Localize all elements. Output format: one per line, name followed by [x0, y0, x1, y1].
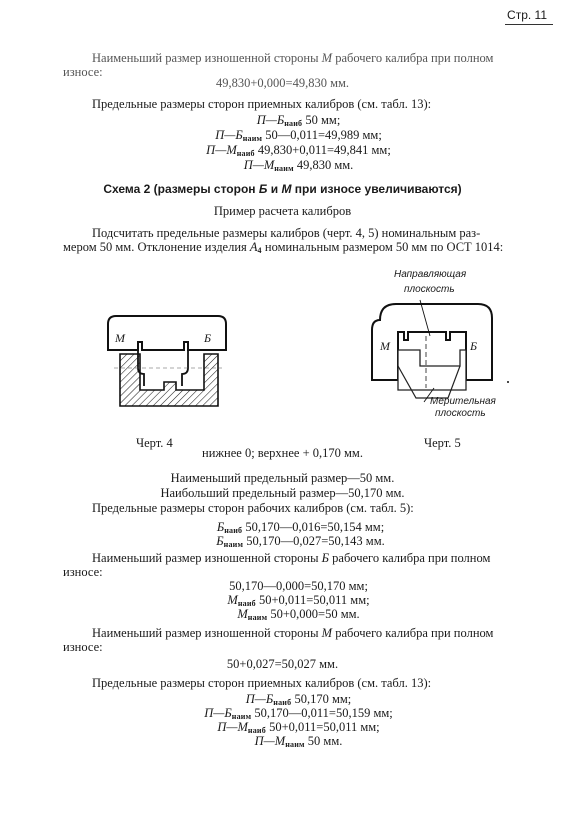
fig4-label-b: Б: [204, 331, 212, 345]
fig4-caption: Черт. 4: [136, 436, 173, 450]
block1-line1: Наименьший размер изношенной стороны М рабочего калибра при полном: [92, 51, 494, 65]
block1-formula: 49,830+0,000=49,830 мм.: [215, 76, 350, 90]
worn-m-line2: износе:: [63, 640, 103, 654]
formula-row: $П—Б_{наим}$ 50,170—0,011=50,159 мм;: [204, 706, 393, 721]
formula-row: $П—М_{наим}$ 49,830 мм.: [243, 158, 354, 173]
formula-row: $П—Б_{наим}$ 50—0,011=49,989 мм;: [215, 128, 382, 143]
scheme-subtitle: Пример расчета калибров: [213, 204, 352, 218]
acceptance-intro: Предельные размеры сторон приемных калибров (см. табл. 13):: [92, 676, 432, 690]
fig5-bottom-label-2: плоскость: [435, 408, 486, 419]
formula-row: $П—Б_{наиб}$ 50 мм;: [256, 113, 341, 128]
formula-row: $Б_{наим}$ 50,170—0,027=50,143 мм.: [216, 534, 385, 549]
formula-row: $П—Б_{наиб}$ 50,170 мм;: [245, 692, 352, 707]
fig4-label-m: М: [115, 331, 125, 345]
scheme-title: Схема 2 (размеры сторон Б и М при износе увеличиваются): [103, 182, 462, 196]
worn-b-line2: износе:: [63, 565, 103, 579]
formula-row: 50,170—0,000=50,170 мм;: [229, 579, 368, 593]
block1-line2: износе:: [63, 65, 103, 79]
fig5-top-label-2: плоскость: [404, 284, 455, 295]
fig5-bottom-label-1: Мерительная: [430, 396, 496, 407]
worn-m-formula: 50+0,027=50,027 мм.: [226, 657, 339, 671]
worn-m-line1: Наименьший размер изношенной стороны М рабочего калибра при полном: [92, 626, 494, 640]
block2-intro: Предельные размеры сторон приемных калибров (см. табл. 13):: [92, 97, 432, 111]
formula-row: $П—М_{наиб}$ 50+0,011=50,011 мм;: [217, 720, 380, 735]
formula-row: $П—М_{наиб}$ 49,830+0,011=49,841 мм;: [206, 143, 391, 158]
figure-4: [100, 310, 240, 420]
limit-min: Наименьший предельный размер—50 мм.: [170, 471, 395, 485]
formula-row: $М_{наиб}$ 50+0,011=50,011 мм;: [227, 593, 370, 608]
formula-row: $Б_{наиб}$ 50,170—0,016=50,154 мм;: [216, 520, 385, 535]
page-number: Стр. 11: [507, 8, 547, 22]
fig5-label-m: М: [380, 339, 390, 353]
fig5-label-b: Б: [470, 339, 478, 353]
formula-row: $П—М_{наим}$ 50 мм.: [254, 734, 343, 749]
worn-b-line1: Наименьший размер изношенной стороны Б рабочего калибра при полном: [92, 551, 491, 565]
limit-max: Наибольший предельный размер—50,170 мм.: [160, 486, 405, 500]
formula-row: $М_{наим}$ 50+0,000=50 мм.: [237, 607, 360, 622]
working-intro: Предельные размеры сторон рабочих калибров (см. табл. 5):: [92, 501, 414, 515]
fig5-caption: Черт. 5: [424, 436, 461, 450]
fig5-top-label-1: Направляющая: [394, 269, 467, 280]
page-number-rule: [505, 24, 553, 25]
intro-line2: мером 50 мм. Отклонение изделия $А_4$ номинальным размером 50 мм по ОСТ 1014:: [63, 240, 504, 255]
deviation-text: нижнее 0; верхнее + 0,170 мм.: [202, 446, 363, 460]
intro-line1: Подсчитать предельные размеры калибров (черт. 4, 5) номинальным раз-: [92, 226, 481, 240]
